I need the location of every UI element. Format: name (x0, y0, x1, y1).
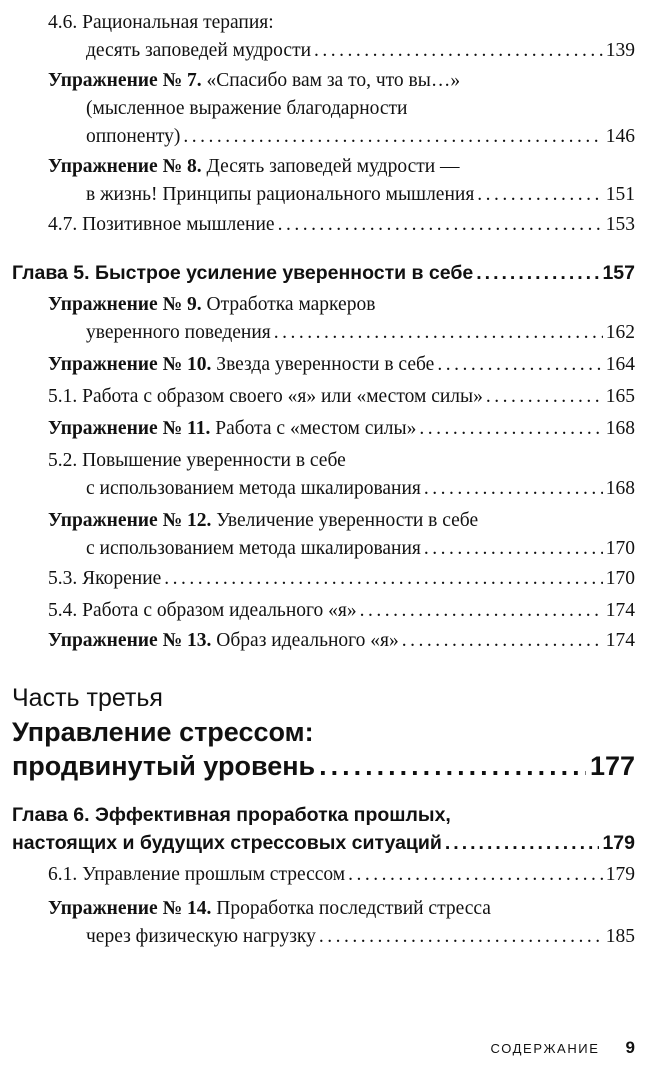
toc-entry-text: оппоненту) (86, 126, 181, 147)
toc-entry-exercise-11 (48, 415, 635, 443)
toc-line (48, 627, 635, 655)
page-number: 185 (605, 926, 635, 947)
toc-entry-text: уверенного поведения (86, 322, 271, 343)
toc-line (48, 291, 635, 319)
page-footer (491, 1038, 635, 1058)
page-number: 174 (605, 630, 635, 651)
toc-entry-text: 5.4. Работа с образом идеального «я» (48, 600, 357, 621)
exercise-label: Упражнение № 7. (48, 70, 202, 91)
toc-entry-exercise-8 (48, 153, 635, 209)
part-title-text: продвинутый уровень (12, 751, 316, 781)
toc-entry-5-2 (48, 447, 635, 503)
toc-entry-exercise-7 (48, 67, 635, 151)
toc-line (48, 211, 635, 239)
toc-entry-text: десять заповедей мудрости (86, 40, 312, 61)
toc-entry-exercise-14 (48, 895, 635, 951)
toc-line (48, 153, 635, 181)
exercise-label: Упражнение № 10. (48, 354, 212, 375)
page-number: 168 (605, 418, 635, 439)
dot-leader (424, 475, 603, 503)
toc-line (48, 861, 635, 889)
exercise-label: Упражнение № 14. (48, 898, 212, 919)
dot-leader (424, 535, 603, 563)
page-number: 164 (605, 354, 635, 375)
toc-entry-text: с использованием метода шкалирования (86, 478, 421, 499)
toc-entry-text: Звезда уверенности в себе (216, 354, 435, 375)
dot-leader (476, 259, 599, 287)
dot-leader (360, 597, 603, 625)
dot-leader (278, 211, 603, 239)
chapter-title: Глава 5. Быстрое усиление уверенности в себе (12, 262, 474, 284)
dot-leader (164, 565, 602, 593)
toc-entry-text: 4.6. Рациональная терапия: (48, 12, 274, 33)
dot-leader (274, 319, 603, 347)
toc-entry-6-1 (48, 861, 635, 889)
page-number: 151 (605, 184, 635, 205)
toc-entry-text: 4.7. Позитивное мышление (48, 214, 275, 235)
toc-entry-text: 6.1. Управление прошлым стрессом (48, 864, 346, 885)
toc-line (48, 923, 635, 951)
part-title-text: Управление стрессом: (12, 717, 314, 747)
toc-entry-exercise-13 (48, 627, 635, 655)
exercise-label: Упражнение № 9. (48, 294, 202, 315)
page-number: 139 (605, 40, 635, 61)
dot-leader (314, 37, 603, 65)
toc-chapter-6 (12, 801, 635, 857)
toc-entry-text: Десять заповедей мудрости — (206, 156, 460, 177)
chapter-title: Глава 6. Эффективная проработка прошлых, (12, 804, 451, 826)
toc-entry-text: 5.2. Повышение уверенности в себе (48, 450, 346, 471)
toc-entry-text: 5.1. Работа с образом своего «я» или «местом силы» (48, 386, 483, 407)
running-title: СОДЕРЖАНИЕ (490, 1041, 600, 1056)
folio-number: 9 (625, 1038, 635, 1057)
toc-entry-exercise-12 (48, 507, 635, 563)
toc-line (48, 597, 635, 625)
toc-line (48, 181, 635, 209)
exercise-label: Упражнение № 8. (48, 156, 202, 177)
toc-line (48, 447, 635, 475)
toc-line (12, 715, 635, 749)
toc-entry-4-7 (48, 211, 635, 239)
page-number: 179 (605, 864, 635, 885)
page-number: 170 (605, 568, 635, 589)
dot-leader (445, 829, 600, 857)
toc-line (48, 383, 635, 411)
toc-entry-5-3 (48, 565, 635, 593)
part-title (12, 715, 635, 783)
dot-leader (437, 351, 602, 379)
toc-line (48, 507, 635, 535)
page-number: 170 (605, 538, 635, 559)
toc-line (48, 319, 635, 347)
toc-line (48, 123, 635, 151)
dot-leader (419, 415, 602, 443)
toc-line (48, 351, 635, 379)
page-number: 168 (605, 478, 635, 499)
dot-leader (183, 123, 602, 151)
toc-entry-text: с использованием метода шкалирования (86, 538, 421, 559)
toc-entry-exercise-10 (48, 351, 635, 379)
dot-leader (486, 383, 603, 411)
toc-line (48, 67, 635, 95)
toc-entry-text: Работа с «местом силы» (215, 418, 417, 439)
dot-leader (319, 749, 586, 783)
toc-line (48, 95, 635, 123)
toc-line (12, 801, 635, 829)
toc-line (12, 749, 635, 783)
toc-line (48, 475, 635, 503)
toc-line (48, 415, 635, 443)
page-number: 153 (605, 214, 635, 235)
toc-entry-text: Проработка последствий стресса (216, 898, 491, 919)
toc-line (48, 895, 635, 923)
toc-line (48, 535, 635, 563)
toc-entry-text: «Спасибо вам за то, что вы…» (206, 70, 461, 91)
dot-leader (477, 181, 602, 209)
toc-chapter-5 (12, 259, 635, 287)
dot-leader (402, 627, 603, 655)
page-number: 165 (605, 386, 635, 407)
toc-entry-5-1 (48, 383, 635, 411)
toc-line (48, 565, 635, 593)
exercise-label: Упражнение № 11. (48, 418, 211, 439)
toc-line (48, 37, 635, 65)
toc-line (12, 259, 635, 287)
page-number: 174 (605, 600, 635, 621)
toc-line (48, 9, 635, 37)
part-label: Часть третья (12, 684, 163, 712)
toc-entry-exercise-9 (48, 291, 635, 347)
toc-entry-text: в жизнь! Принципы рационального мышления (86, 184, 475, 205)
toc-line (12, 829, 635, 857)
exercise-label: Упражнение № 13. (48, 630, 212, 651)
page-number: 146 (605, 126, 635, 147)
toc-entry-text: Увеличение уверенности в себе (216, 510, 479, 531)
dot-leader (348, 861, 603, 889)
page-number: 162 (605, 322, 635, 343)
page-number: 157 (602, 262, 635, 284)
toc-entry-5-4 (48, 597, 635, 625)
dot-leader (319, 923, 603, 951)
chapter-title: настоящих и будущих стрессовых ситуаций (12, 832, 442, 854)
toc-entry-4-6 (48, 9, 635, 65)
toc-entry-text: Образ идеального «я» (216, 630, 399, 651)
page-number: 179 (602, 832, 635, 854)
toc-entry-text: через физическую нагрузку (86, 926, 316, 947)
exercise-label: Упражнение № 12. (48, 510, 212, 531)
toc-entry-text: Отработка маркеров (206, 294, 376, 315)
page-number: 177 (589, 751, 635, 781)
toc-entry-text: 5.3. Якорение (48, 568, 162, 589)
toc-entry-text: (мысленное выражение благодарности (86, 98, 408, 119)
